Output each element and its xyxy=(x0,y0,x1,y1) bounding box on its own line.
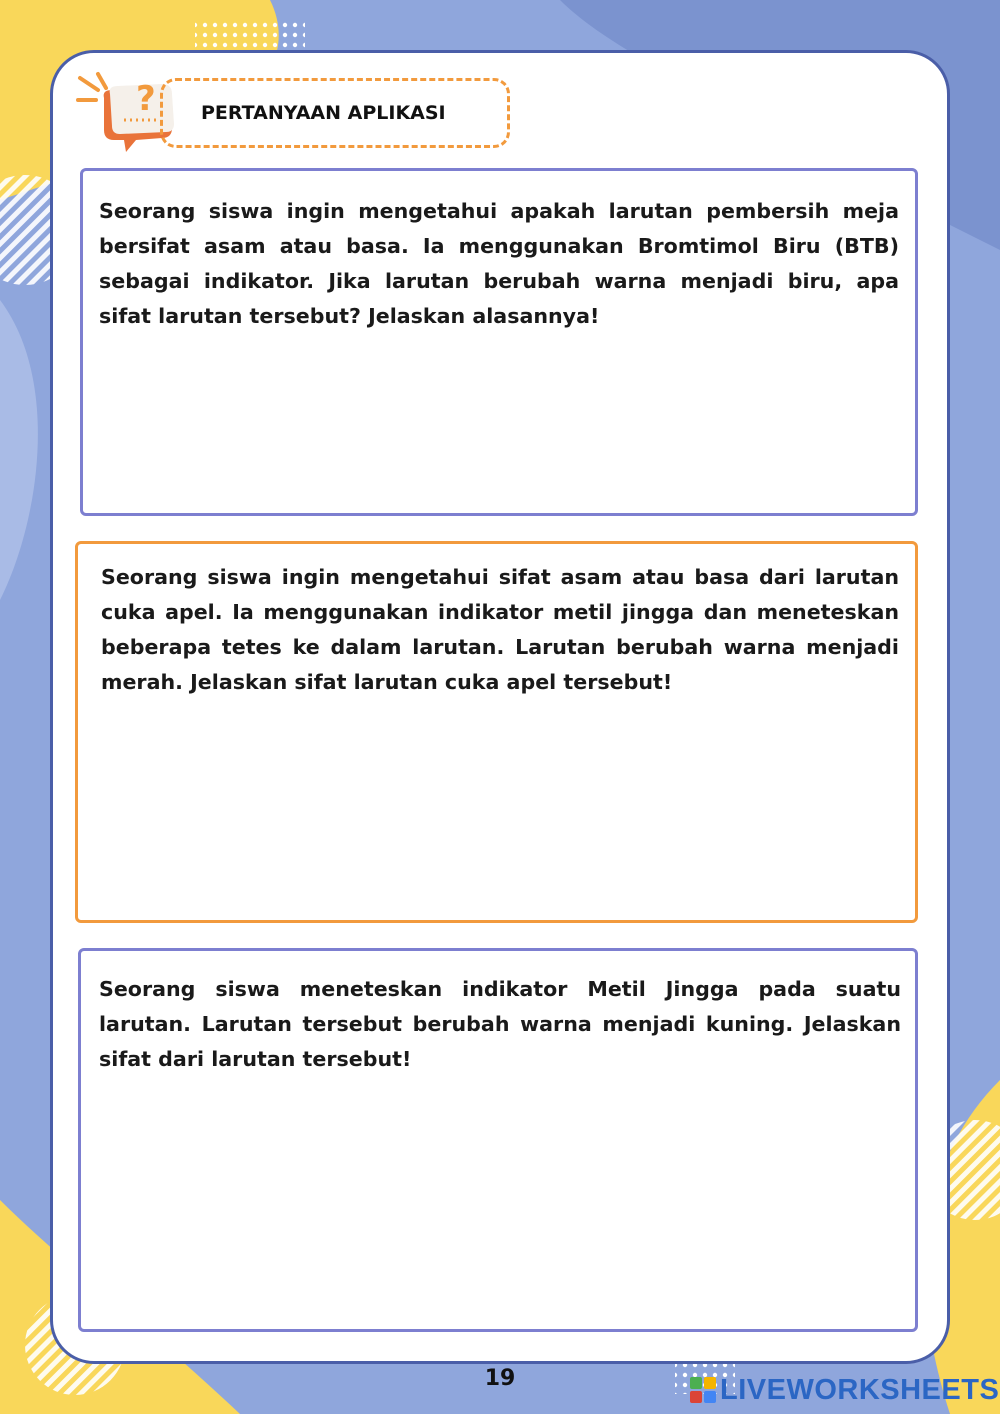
brand-name: LIVEWORKSHEETS xyxy=(720,1373,1000,1406)
question-text-1: Seorang siswa ingin mengetahui apakah larutan pembersih meja bersifat asam atau basa. Ia menggunakan Bromtimol Biru (BTB) sebagai indikator. Jika larutan berubah warna menjadi biru, apa sifat larutan tersebut? Jelaskan alasannya! xyxy=(99,199,899,328)
answer-area-2[interactable] xyxy=(101,710,899,905)
answer-area-1[interactable] xyxy=(99,340,899,500)
svg-text:?: ? xyxy=(136,79,156,119)
question-text-2: Seorang siswa ingin mengetahui sifat asam atau basa dari larutan cuka apel. Ia menggunakan indikator metil jingga dan meneteskan beberapa tetes ke dalam larutan. Larutan berubah warna menjadi merah. Jelaskan sifat larutan cuka apel tersebut! xyxy=(101,565,899,694)
question-text-3: Seorang siswa meneteskan indikator Metil Jingga pada suatu larutan. Larutan tersebut berubah warna menjadi kuning. Jelaskan sifat dari larutan tersebut! xyxy=(99,977,901,1071)
liveworksheets-logo-icon xyxy=(690,1377,716,1403)
answer-area-3[interactable] xyxy=(99,1090,901,1315)
brand-watermark[interactable] xyxy=(690,1372,999,1408)
section-title: PERTANYAAN APLIKASI xyxy=(160,78,510,148)
page-number: 19 xyxy=(484,1366,516,1391)
